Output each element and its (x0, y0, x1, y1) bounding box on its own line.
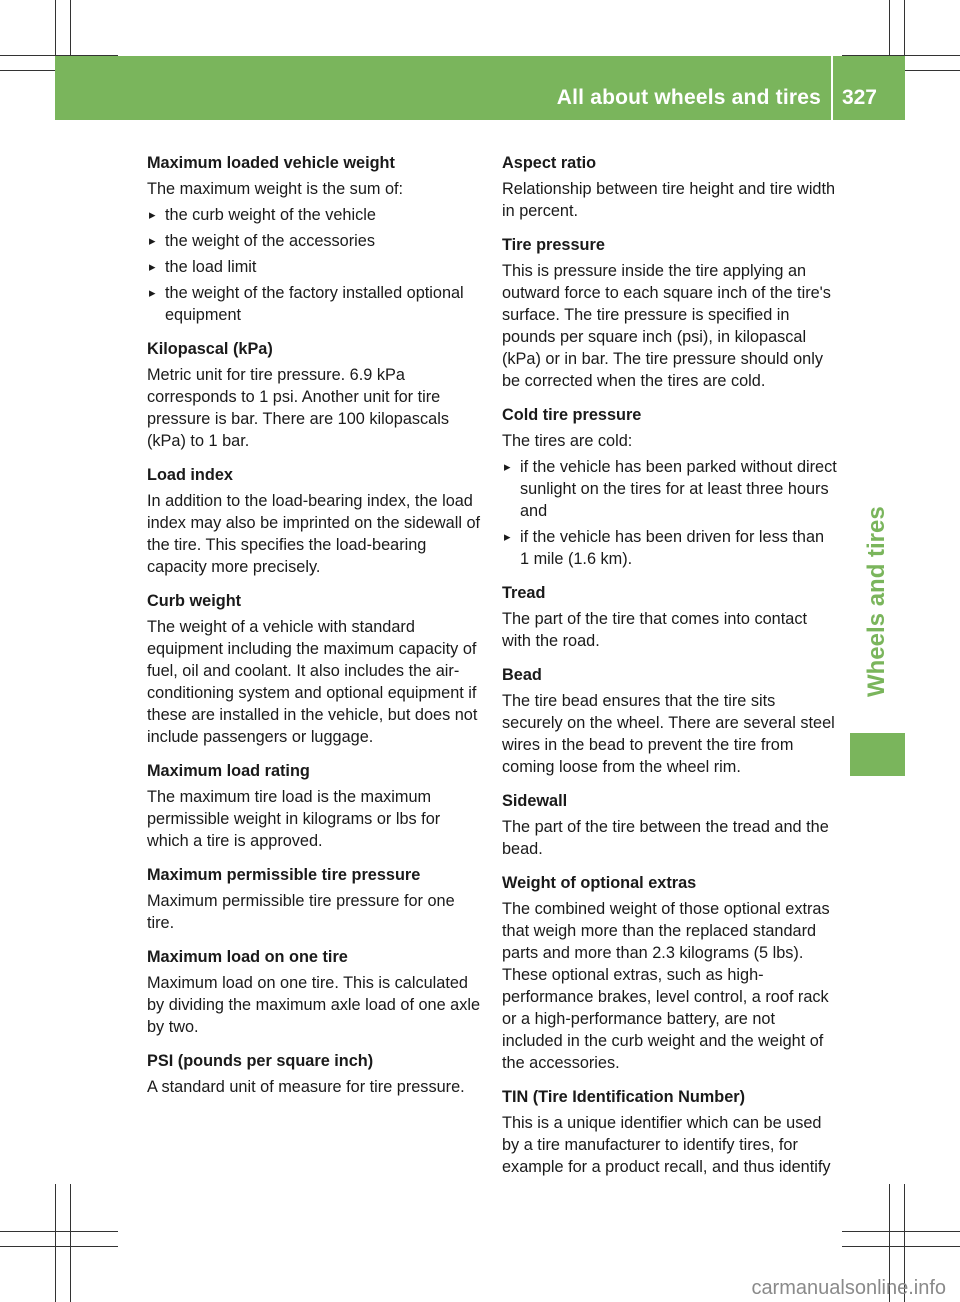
glossary-term: Maximum permissible tire pressure (147, 866, 421, 884)
side-tab-marker (850, 733, 905, 776)
glossary-entry (147, 338, 482, 452)
bullet-item: ▸ the load limit (147, 256, 482, 278)
glossary-definition: The maximum weight is the sum of: (147, 180, 404, 198)
glossary-entry (147, 760, 482, 852)
bullet-item: ▸ the weight of the factory installed optional equipment (147, 282, 482, 326)
bullet-item: ▸ if the vehicle has been parked without direct sunlight on the tires for at least three hours and (502, 456, 837, 522)
crop-mark (0, 1246, 118, 1247)
glossary-definition: The part of the tire that comes into contact with the road. (502, 610, 807, 650)
glossary-entry (502, 404, 837, 570)
glossary-definition: The combined weight of those optional extras that weigh more than the replaced standard parts and more than 2.3 kilograms (5 lbs). These optional extras, such as high-performance brakes, level control, a roof rack or a high-performance battery, are not included in the curb weight and the weight of the accessories. (502, 900, 830, 1072)
glossary-definition: The tires are cold: (502, 432, 633, 450)
glossary-term: Bead (502, 666, 542, 684)
glossary-entry (502, 582, 837, 652)
bullet-item: ▸ the weight of the accessories (147, 230, 482, 252)
left-column (147, 152, 482, 1110)
glossary-term: Aspect ratio (502, 154, 597, 172)
bullet-list (147, 204, 482, 326)
glossary-entry (147, 590, 482, 748)
glossary-term: Load index (147, 466, 233, 484)
side-tab-label: Wheels and tires (863, 506, 890, 697)
crop-mark (55, 1184, 56, 1302)
crop-mark (70, 1184, 71, 1302)
page-number: 327 (841, 86, 877, 109)
glossary-entry (147, 946, 482, 1038)
crop-mark (842, 1246, 960, 1247)
glossary-term: Weight of optional extras (502, 874, 697, 892)
glossary-definition: A standard unit of measure for tire pressure. (147, 1078, 465, 1096)
glossary-term: Sidewall (502, 792, 568, 810)
glossary-definition: In addition to the load-bearing index, the load index may also be imprinted on the sidewall of the tire. This specifies the load-bearing capacity more precisely. (147, 492, 481, 576)
bullet-item: ▸ the curb weight of the vehicle (147, 204, 482, 226)
glossary-entry (502, 1086, 837, 1178)
page-header (55, 56, 905, 120)
glossary-entry (147, 864, 482, 934)
glossary-entry (147, 464, 482, 578)
crop-mark (0, 1231, 118, 1232)
glossary-definition: This is pressure inside the tire applying an outward force to each square inch of the tire's surface. The tire pressure is specified in pounds per square inch (psi), in kilopascal (kPa) or in bar. The tire pressure should only be corrected when the tires are cold. (502, 262, 831, 390)
crop-mark (842, 1231, 960, 1232)
header-divider (831, 56, 833, 120)
glossary-term: Maximum load on one tire (147, 948, 348, 966)
glossary-term: Maximum load rating (147, 762, 310, 780)
glossary-definition: Maximum load on one tire. This is calculated by dividing the maximum axle load of one axle by two. (147, 974, 481, 1036)
right-column (502, 152, 837, 1190)
glossary-term: Curb weight (147, 592, 242, 610)
glossary-term: Tire pressure (502, 236, 605, 254)
glossary-term: Cold tire pressure (502, 406, 642, 424)
glossary-definition: Relationship between tire height and tire width in percent. (502, 180, 836, 220)
glossary-definition: The tire bead ensures that the tire sits securely on the wheel. There are several steel wires in the bead to prevent the tire from coming loose from the wheel rim. (502, 692, 835, 776)
bullet-list (502, 456, 837, 570)
glossary-definition: Metric unit for tire pressure. 6.9 kPa corresponds to 1 psi. Another unit for tire pressure is bar. There are 100 kilopascals (kPa) to 1 bar. (147, 366, 449, 450)
glossary-term: Kilopascal (kPa) (147, 340, 273, 358)
watermark: carmanualsonline.info (751, 1277, 946, 1299)
glossary-definition: This is a unique identifier which can be used by a tire manufacturer to identify tires, for example for a product recall, and thus identify (502, 1114, 831, 1176)
section-title: All about wheels and tires (556, 86, 821, 109)
glossary-entry (502, 152, 837, 222)
glossary-entry (502, 664, 837, 778)
glossary-entry (147, 1050, 482, 1098)
glossary-definition: The part of the tire between the tread and the bead. (502, 818, 829, 858)
glossary-term: Maximum loaded vehicle weight (147, 154, 395, 172)
glossary-entry (502, 872, 837, 1074)
glossary-term: Tread (502, 584, 546, 602)
glossary-entry (502, 234, 837, 392)
bullet-item: ▸ if the vehicle has been driven for less than 1 mile (1.6 km). (502, 526, 837, 570)
glossary-term: PSI (pounds per square inch) (147, 1052, 374, 1070)
glossary-entry (502, 790, 837, 860)
glossary-definition: The maximum tire load is the maximum permissible weight in kilograms or lbs for which a tire is approved. (147, 788, 441, 850)
glossary-term: TIN (Tire Identification Number) (502, 1088, 746, 1106)
glossary-definition: Maximum permissible tire pressure for one tire. (147, 892, 455, 932)
glossary-definition: The weight of a vehicle with standard equipment including the maximum capacity of fuel, oil and coolant. It also includes the air-conditioning system and optional equipment if these are installed in the vehicle, but does not include passengers or luggage. (147, 618, 478, 746)
glossary-entry (147, 152, 482, 326)
